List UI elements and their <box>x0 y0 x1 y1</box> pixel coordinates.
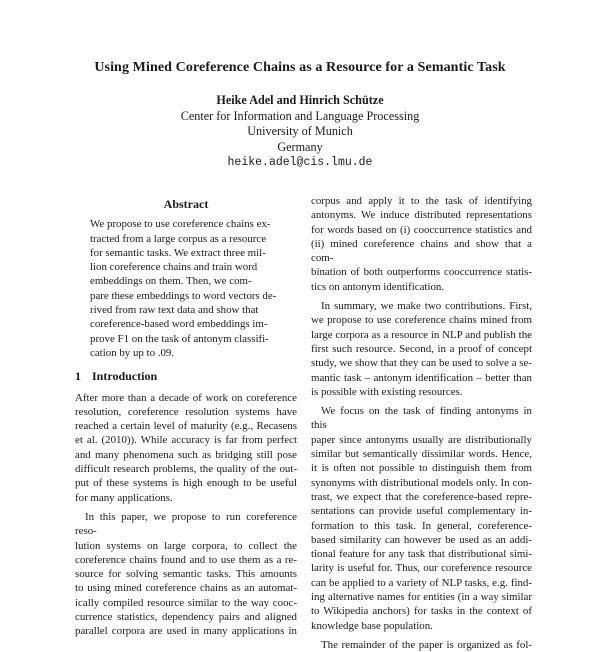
text-line: we propose to use coreference chains mined from <box>311 314 532 327</box>
text-line: formation to this task. In general, coreference- <box>311 519 532 532</box>
text-line: to using mined coreference chains as an automat- <box>75 582 297 595</box>
text-line: it is often not possible to distinguish them from <box>311 462 532 475</box>
abstract-line: coreference-based word embeddings im- <box>90 318 268 331</box>
text-line: for words based on (i) cooccurrence statistics and <box>311 223 532 236</box>
text-line: bination of both outperforms cooccurrence statis- <box>311 266 532 279</box>
text-line: ically compiled resource similar to the way cooc- <box>75 596 297 609</box>
text-line: first such resource. Second, in a proof of concept <box>311 342 532 355</box>
paper-title: Using Mined Coreference Chains as a Resource for a Semantic Task <box>94 60 506 75</box>
text-line: tional feature for any task that distributional simi- <box>311 548 532 561</box>
abstract-heading: Abstract <box>163 197 209 211</box>
text-line: is possible with existing resources. <box>311 385 463 398</box>
abstract-line: embeddings on them. Then, we com- <box>90 275 252 288</box>
text-line: antonyms. We induce distributed representations <box>311 209 532 222</box>
text-line: mantic task – antonym identification – better than <box>311 371 532 384</box>
abstract-line: prove F1 on the task of antonym classifi- <box>90 332 269 345</box>
contributions-paragraph <box>311 299 532 399</box>
antonyms-paragraph <box>311 404 532 633</box>
text-line: larity is useful for. Thus, our coreference resource <box>311 562 532 575</box>
right-column <box>311 194 532 652</box>
abstract-line: cation by up to .09. <box>90 346 175 359</box>
text-line: to Wikipedia anchors) for tasks in the context of <box>311 605 532 618</box>
abstract-line: tracted from a large corpus as a resource <box>90 232 267 245</box>
right-paragraph-continued <box>311 194 532 294</box>
text-line: After more than a decade of work on coreference <box>75 391 297 404</box>
country: Germany <box>277 139 323 154</box>
text-line: ing alternative names for entities (in a way similar <box>311 591 532 604</box>
left-column <box>75 197 297 639</box>
university: University of Munich <box>247 124 353 139</box>
text-line: We focus on the task of finding antonyms in this <box>311 405 532 432</box>
text-line: can be applied to a variety of NLP tasks, e.g. find- <box>311 576 532 589</box>
text-line: lution systems on large corpora, to collect the <box>75 539 297 552</box>
text-line: difficult research problems, the quality of the out- <box>75 463 297 476</box>
abstract-body <box>90 217 283 360</box>
text-line: trast, we expect that the coreference-based repre- <box>311 490 532 503</box>
text-line: The remainder of the paper is organized as fol- <box>321 638 532 651</box>
text-line: In this paper, we propose to run coreference reso- <box>75 510 297 538</box>
text-line: similar but semantically dissimilar words. Hence, <box>311 448 532 461</box>
author-email: heike.adel@cis.lmu.de <box>227 156 373 170</box>
affiliation: Center for Information and Language Processing <box>180 108 420 123</box>
author-block <box>0 93 600 171</box>
author-names: Heike Adel and Hinrich Schütze <box>216 93 384 107</box>
text-line: knowledge base population. <box>311 619 433 632</box>
text-line: for many applications. <box>75 491 173 504</box>
section-heading-introduction <box>75 369 297 383</box>
section-number: 1 <box>75 369 81 384</box>
text-line: resolution, coreference resolution systems have <box>75 405 297 418</box>
text-line: based similarity can however be used as an addi- <box>311 533 532 546</box>
intro-paragraph-2 <box>75 510 297 639</box>
text-line: reached a certain level of maturity (e.g., Recasens <box>75 420 297 433</box>
text-line: synonyms with distributional models only. In con- <box>311 476 532 489</box>
intro-paragraph-1 <box>75 391 297 505</box>
text-line: sentations can provide useful complementary in- <box>311 505 532 518</box>
organization-paragraph <box>311 638 532 652</box>
text-line: parallel corpora are used in many applications in <box>75 625 297 638</box>
text-line: coreference chains found and to use them as a re- <box>75 553 297 566</box>
abstract-line: pare these embeddings to word vectors de- <box>90 289 277 302</box>
text-line: and many phenomena such as bridging still pose <box>75 448 297 461</box>
text-line: study, we show that they can be used to solve a se- <box>311 357 532 370</box>
text-line: paper since antonyms usually are distributionally <box>311 433 532 446</box>
abstract-line: rived from raw text data and show that <box>90 304 259 317</box>
section-title: Introduction <box>92 369 158 384</box>
text-line: In summary, we make two contributions. First, <box>321 300 532 313</box>
text-line: et al. (2010)). While accuracy is far from perfect <box>75 434 297 447</box>
text-line: source for solving semantic tasks. This amounts <box>75 568 297 581</box>
text-line: tics on antonym identification. <box>311 280 445 293</box>
text-line: (ii) mined coreference chains and show that a com- <box>311 237 532 265</box>
text-line: large corpora as a resource in NLP and publish the <box>311 328 532 341</box>
text-line: currence statistics, dependency pairs and aligned <box>75 611 297 624</box>
abstract-line: lion coreference chains and train word <box>90 261 258 274</box>
text-line: corpus and apply it to the task of identifying <box>311 195 532 207</box>
abstract-line: for semantic tasks. We extract three mil- <box>90 246 266 259</box>
text-line: put of these systems is high enough to be useful <box>75 477 297 490</box>
abstract-line: We propose to use coreference chains ex- <box>90 218 271 231</box>
